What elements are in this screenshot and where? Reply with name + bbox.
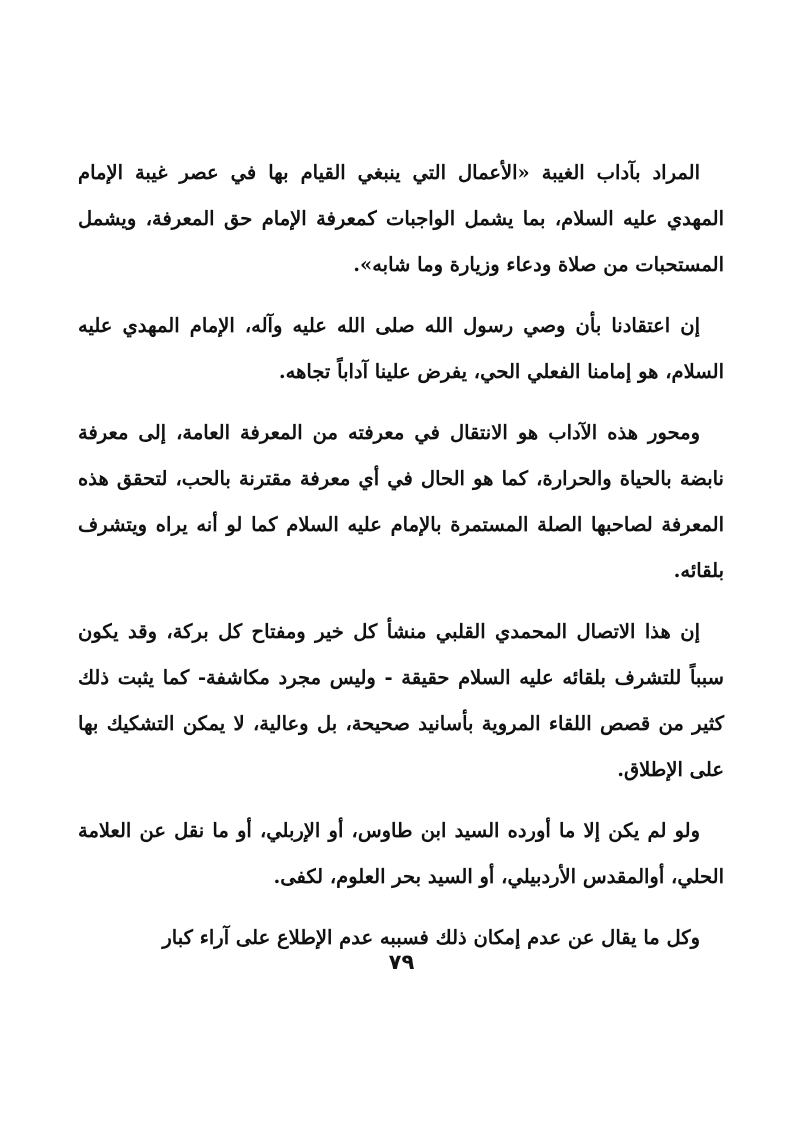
paragraph-3: ومحور هذه الآداب هو الانتقال في معرفته من المعرفة العامة، إلى معرفة نابضة بالحياة والحرارة، كما هو الحال في أي معرفة مقترنة بالحب، لتحقق هذه المعرفة لصاحبها الصلة المستمرة بالإمام عليه السلام كما لو أنه يراه ويتشرف بلقائه. [78, 421, 724, 582]
paragraph-6: وكل ما يقال عن عدم إمكان ذلك فسببه عدم الإطلاع على آراء كبار [162, 926, 700, 949]
paragraph-4: إن هذا الاتصال المحمدي القلبي منشأ كل خير ومفتاح كل بركة، وقد يكون سبباً للتشرف بلقائه عليه السلام حقيقة - وليس مجرد مكاشفة- كما يثبت ذلك كثير من قصص اللقاء المروية بأسانيد صحيحة، بل وعالية، لا يمكن التشكيك بها على الإطلاق. [78, 620, 724, 781]
paragraph-5: ولو لم يكن إلا ما أورده السيد ابن طاوس، أو الإربلي، أو ما نقل عن العلامة الحلي، أوالمقدس الأردبيلي، أو السيد بحر العلوم، لكفى. [78, 819, 724, 888]
body-text [78, 150, 724, 976]
page-number: ٧٩ [388, 950, 415, 974]
paragraph-1: المراد بآداب الغيبة «الأعمال التي ينبغي القيام بها في عصر غيبة الإمام المهدي عليه السلام، بما يشمل الواجبات كمعرفة الإمام حق المعرفة، ويشمل المستحبات من صلاة ودعاء وزيارة وما شابه». [78, 161, 724, 276]
paragraph-2: إن اعتقادنا بأن وصي رسول الله صلى الله عليه وآله، الإمام المهدي عليه السلام، هو إمامنا الفعلي الحي، يفرض علينا آداباً تجاهه. [78, 314, 724, 383]
